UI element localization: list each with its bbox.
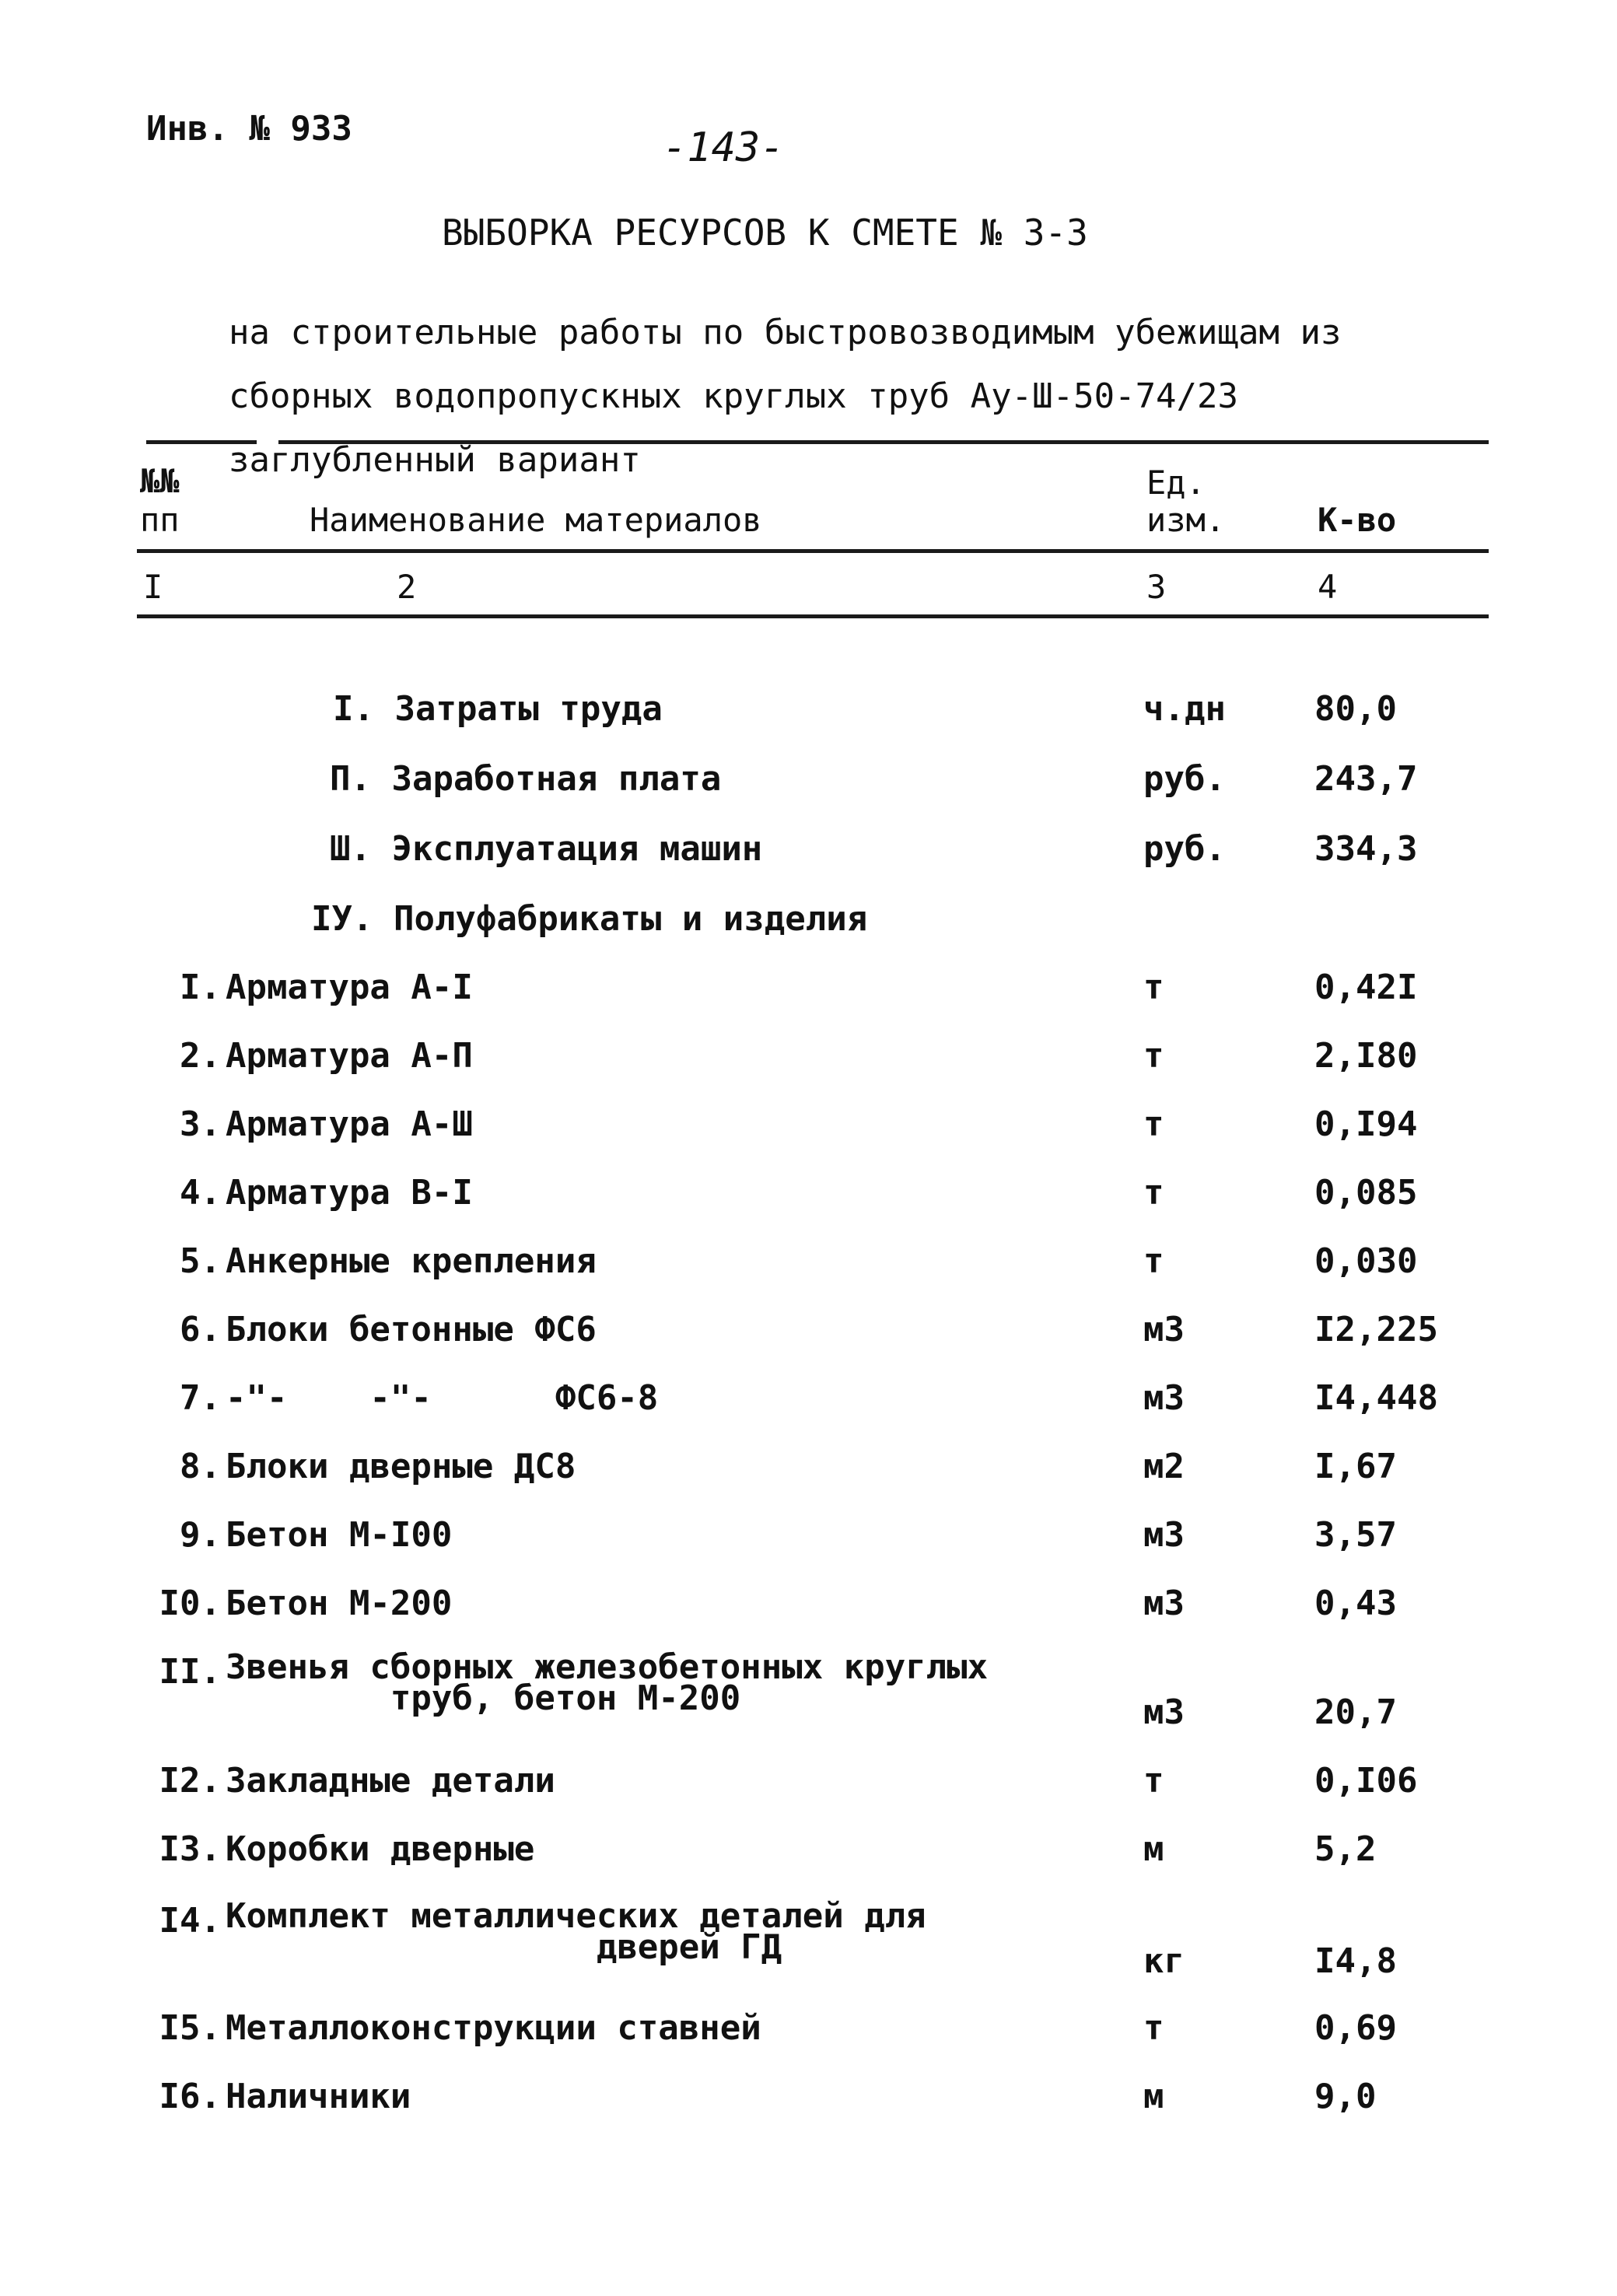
row-10-name: Бетон М-200	[226, 1584, 453, 1623]
row-3-unit: т	[1143, 1104, 1164, 1144]
row-14-unit: кг	[1143, 1941, 1185, 1981]
row-9-unit: м3	[1143, 1515, 1185, 1555]
header-rule	[137, 549, 1489, 553]
section-labor-unit: ч.дн	[1143, 689, 1226, 729]
row-11-name: Звенья сборных железобетонных круглых труб, бетон М-200	[226, 1647, 989, 1718]
row-16-name: Наличники	[226, 2077, 411, 2116]
row-5-num: 5.	[180, 1241, 221, 1281]
section-labor-qty: 80,0	[1314, 689, 1397, 729]
row-4-num: 4.	[180, 1173, 221, 1213]
col-number-3: 3	[1146, 568, 1167, 606]
row-13-qty: 5,2	[1314, 1829, 1377, 1869]
row-1-qty: 0,42I	[1314, 968, 1418, 1007]
section-wages-qty: 243,7	[1314, 759, 1418, 799]
row-15-name: Металлоконструкции ставней	[226, 2008, 761, 2048]
row-2-num: 2.	[180, 1036, 221, 1076]
section-machines: Ш. Эксплуатация машин	[330, 829, 763, 869]
row-10-num: I0.	[159, 1584, 221, 1623]
row-1-unit: т	[1143, 968, 1164, 1007]
row-13-num: I3.	[159, 1829, 221, 1869]
row-4-unit: т	[1143, 1173, 1164, 1213]
col-header-unit-1: Ед.	[1146, 464, 1206, 502]
row-9-qty: 3,57	[1314, 1515, 1397, 1555]
row-1-num: I.	[180, 968, 221, 1007]
section-wages: П. Заработная плата	[330, 759, 722, 799]
row-4-name: Арматура В-I	[226, 1173, 473, 1213]
row-6-qty: I2,225	[1314, 1310, 1438, 1349]
table-top-rule-left	[146, 440, 257, 444]
col-header-qty: К-во	[1318, 501, 1397, 539]
row-5-unit: т	[1143, 1241, 1164, 1281]
row-15-unit: т	[1143, 2008, 1164, 2048]
row-16-qty: 9,0	[1314, 2077, 1377, 2116]
row-16-num: I6.	[159, 2077, 221, 2116]
row-15-qty: 0,69	[1314, 2008, 1397, 2048]
row-9-num: 9.	[180, 1515, 221, 1555]
subtitle-line-3: заглубленный вариант	[229, 440, 641, 480]
row-4-qty: 0,085	[1314, 1173, 1418, 1213]
row-8-num: 8.	[180, 1447, 221, 1486]
section-machines-unit: руб.	[1143, 829, 1226, 869]
row-8-qty: I,67	[1314, 1447, 1397, 1486]
row-3-name: Арматура А-Ш	[226, 1104, 473, 1144]
col-header-num-1: №№	[140, 462, 180, 500]
row-7-num: 7.	[180, 1378, 221, 1418]
row-6-num: 6.	[180, 1310, 221, 1349]
row-5-qty: 0,030	[1314, 1241, 1418, 1281]
col-header-num-2: пп	[140, 501, 180, 539]
row-16-unit: м	[1143, 2077, 1164, 2116]
row-11-qty: 20,7	[1314, 1692, 1397, 1732]
page-number: -143-	[663, 124, 785, 171]
row-2-name: Арматура А-П	[226, 1036, 473, 1076]
row-14-name: Комплект металлических деталей для дверей ГД	[226, 1896, 926, 1967]
row-2-unit: т	[1143, 1036, 1164, 1076]
row-3-num: 3.	[180, 1104, 221, 1144]
section-semi-products: IУ. Полуфабрикаты и изделия	[311, 899, 868, 939]
row-6-unit: м3	[1143, 1310, 1185, 1349]
row-7-qty: I4,448	[1314, 1378, 1438, 1418]
row-12-num: I2.	[159, 1761, 221, 1801]
col-header-name: Наименование материалов	[310, 501, 762, 539]
row-7-name: -"- -"- ФС6-8	[226, 1378, 659, 1418]
row-1-name: Арматура А-I	[226, 968, 473, 1007]
row-11-num: II.	[159, 1652, 221, 1692]
row-14-num: I4.	[159, 1901, 221, 1941]
subtitle-line-1: на строительные работы по быстровозводимым убежищам из	[229, 313, 1342, 352]
row-12-qty: 0,I06	[1314, 1761, 1418, 1801]
table-top-rule-right	[278, 440, 1489, 444]
row-2-qty: 2,I80	[1314, 1036, 1418, 1076]
row-7-unit: м3	[1143, 1378, 1185, 1418]
row-13-name: Коробки дверные	[226, 1829, 535, 1869]
row-6-name: Блоки бетонные ФС6	[226, 1310, 597, 1349]
section-labor: I. Затраты труда	[333, 689, 663, 729]
row-15-num: I5.	[159, 2008, 221, 2048]
row-3-qty: 0,I94	[1314, 1104, 1418, 1144]
document-title: ВЫБОРКА РЕСУРСОВ К СМЕТЕ № 3-3	[442, 212, 1088, 254]
row-13-unit: м	[1143, 1829, 1164, 1869]
row-5-name: Анкерные крепления	[226, 1241, 597, 1281]
col-number-1: I	[143, 568, 163, 606]
row-8-unit: м2	[1143, 1447, 1185, 1486]
section-machines-qty: 334,3	[1314, 829, 1418, 869]
column-number-rule	[137, 614, 1489, 618]
row-9-name: Бетон М-I00	[226, 1515, 453, 1555]
row-12-name: Закладные детали	[226, 1761, 555, 1801]
col-header-unit-2: изм.	[1146, 501, 1226, 539]
section-wages-unit: руб.	[1143, 759, 1226, 799]
row-8-name: Блоки дверные ДС8	[226, 1447, 576, 1486]
inventory-number: Инв. № 933	[146, 109, 352, 149]
row-14-qty: I4,8	[1314, 1941, 1397, 1981]
row-10-qty: 0,43	[1314, 1584, 1397, 1623]
row-12-unit: т	[1143, 1761, 1164, 1801]
row-10-unit: м3	[1143, 1584, 1185, 1623]
subtitle-line-2: сборных водопропускных круглых труб Ау-Ш-50-74/23	[229, 376, 1239, 416]
row-11-unit: м3	[1143, 1692, 1185, 1732]
col-number-2: 2	[397, 568, 417, 606]
col-number-4: 4	[1318, 568, 1338, 606]
